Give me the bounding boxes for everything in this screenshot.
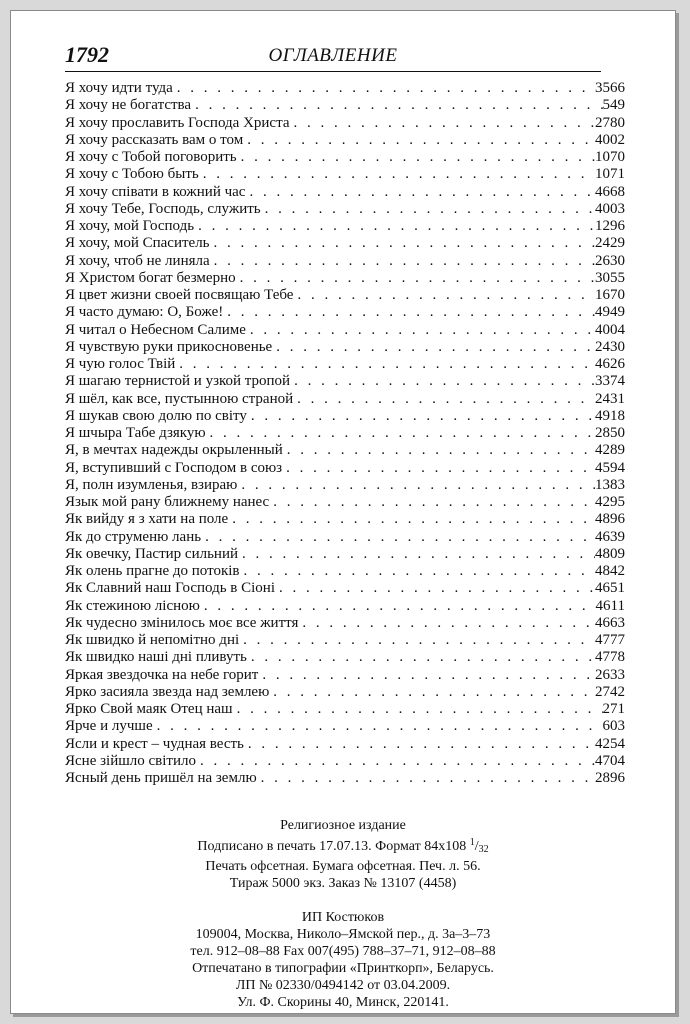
toc-entry-title: Як вийду я з хати на поле [65,511,229,528]
toc-entry [65,149,625,166]
signed-to-print-text: Подписано в печать 17.07.13. Формат 84x108 [197,839,470,854]
toc-entry [65,425,625,442]
toc-entry-title: Як стежиною лісною [65,597,200,614]
toc-entry-page: 4949 [595,304,625,321]
toc-entry-title: Як до струменю лань [65,528,202,545]
toc-entry [65,322,625,339]
toc-dot-leader [272,339,595,356]
imprint-spacer [11,892,675,909]
toc-entry-title: Я хочу не богатства [65,97,192,114]
toc-entry-title: Я хочу, чтоб не линяла [65,252,210,269]
toc-entry-page: 4611 [595,597,625,614]
toc-entry-title: Я цвет жизни своей посвящаю Тебе [65,287,294,303]
running-title: ОГЛАВЛЕНИЕ [268,45,398,66]
toc-entry-title: Я чувствую руки прикосновенье [65,338,273,355]
printer-address: Ул. Ф. Скорины 40, Минск, 220141. [237,995,449,1010]
toc-dot-leader [243,132,595,149]
toc-entry-title: Я, в мечтах надежды окрыленный [65,442,283,459]
toc-entry [65,546,625,563]
toc-entry [65,218,625,235]
toc-entry [65,287,625,304]
toc-entry-title: Як швидко й непомітно дні [65,632,240,648]
toc-entry-page: 603 [602,718,625,735]
publisher-address: 109004, Москва, Николо–Ямской пер., д. 3а–3–73 [195,927,491,942]
toc-entry-page: 549 [602,97,625,114]
toc-entry [65,649,625,666]
toc-entry-page: 4254 [595,735,625,752]
toc-entry-page: 4626 [595,356,625,372]
toc-entry-page: 4004 [595,321,625,338]
toc-entry [65,339,625,356]
toc-entry [65,97,625,114]
toc-entry [65,166,625,183]
toc-dot-leader [237,149,595,166]
toc-entry [65,115,625,132]
toc-entry-title: Я часто думаю: О, Боже! [65,304,224,321]
toc-entry-title: Як овечку, Пастир сильний [65,545,239,562]
toc-dot-leader [245,184,595,201]
toc-dot-leader [247,649,595,666]
toc-entry [65,356,625,373]
toc-entry-title: Ярко засияла звезда над землею [65,683,270,700]
toc-entry-title: Я хочу, мой Господь [65,218,195,234]
toc-entry-title: Я шукав свою долю по світу [65,407,247,424]
toc-entry [65,511,625,528]
toc-entry-page: 2896 [595,770,625,786]
toc-entry [65,80,625,97]
toc-entry-title: Я чую голос Твій [65,356,176,372]
toc-entry-page: 2633 [595,666,625,683]
toc-entry [65,753,625,770]
toc-entry-page: 2431 [595,390,625,407]
toc-entry [65,270,625,287]
toc-dot-leader [210,235,595,252]
toc-entry-page: 4651 [595,580,625,597]
format-numerator: 1 [469,837,475,848]
toc-entry [65,235,625,252]
toc-entry-page: 4594 [595,459,625,476]
toc-entry-title: Я читал о Небесном Салиме [65,321,246,338]
toc-entry-page: 1071 [595,166,625,183]
toc-entry-page: 4777 [595,632,625,648]
toc-entry [65,373,625,390]
toc-entry-page: 4809 [595,545,625,562]
toc-entry-page: 4295 [595,494,625,510]
toc-entry [65,770,625,787]
toc-dot-leader [153,718,603,735]
toc-entry-page: 4778 [595,649,625,666]
toc-entry-title: Ярко Свой маяк Отец наш [65,701,233,717]
toc-entry-page: 1296 [595,218,625,234]
toc-entry-title: Ясный день пришёл на землю [65,770,257,786]
print-specs: Печать офсетная. Бумага офсетная. Печ. л. 56. [205,859,481,874]
toc-entry-title: Як чудесно змінилось моє все життя [65,614,299,631]
toc-dot-leader [298,615,595,632]
toc-entry-title: Як олень прагне до потоків [65,563,240,579]
toc-entry-title: Я шагаю тернистой и узкой тропой [65,373,291,390]
toc-entry-title: Я хочу рассказать вам о том [65,131,244,148]
toc-dot-leader [206,425,595,442]
toc-entry [65,615,625,632]
toc-entry-title: Я хочу співати в кожний час [65,183,246,200]
toc-entry-title: Як швидко наші дні пливуть [65,649,247,666]
toc-dot-leader [282,460,595,477]
toc-entry-page: 271 [602,701,625,717]
toc-entry [65,736,625,753]
toc-entry-page: 2780 [595,114,625,131]
toc-dot-leader [247,408,595,425]
toc-entry-title: Я шёл, как все, пустынною страной [65,390,294,407]
toc-entry [65,460,625,477]
toc-dot-leader [210,253,595,270]
toc-entry-title: Я, полн изумленья, взираю [65,476,238,493]
toc-entry-title: Ясли и крест – чудная весть [65,735,244,752]
toc-entry [65,632,625,649]
publisher-name: ИП Костюков [301,910,385,925]
toc-dot-leader [223,304,595,321]
toc-entry-page: 4842 [595,563,625,579]
toc-dot-leader [200,598,596,615]
toc-dot-leader [257,770,595,787]
toc-entry-title: Я шчыра Табе дзякую [65,425,206,441]
toc-dot-leader [228,511,595,528]
toc-entry-title: Я хочу с Тобой поговорить [65,149,237,165]
toc-entry-title: Яркая звездочка на небе горит [65,666,259,683]
toc-entry-title: Я хочу прославить Господа Христа [65,114,290,131]
format-slash: / [474,839,479,854]
toc-dot-leader [269,494,595,511]
toc-entry-page: 1670 [595,287,625,303]
toc-entry [65,477,625,494]
toc-dot-leader [173,80,595,97]
table-of-contents [65,80,625,787]
toc-dot-leader [246,322,595,339]
imprint-block [11,817,675,1011]
toc-entry-page: 4002 [595,131,625,148]
toc-entry [65,684,625,701]
toc-entry-page: 4918 [595,407,625,424]
toc-entry [65,304,625,321]
toc-entry-page: 2630 [595,252,625,269]
toc-dot-leader [293,391,595,408]
toc-entry-page: 2430 [595,338,625,355]
toc-dot-leader [196,753,595,770]
toc-dot-leader [244,736,595,753]
toc-entry-page: 3566 [595,80,625,96]
toc-dot-leader [199,166,595,183]
toc-entry [65,563,625,580]
toc-entry-page: 4896 [595,511,625,528]
toc-dot-leader [239,632,595,649]
toc-entry-page: 3055 [595,269,625,286]
toc-entry-page: 1070 [595,149,625,165]
toc-entry-page: 4668 [595,183,625,200]
toc-dot-leader [236,270,595,287]
book-page [10,10,676,1014]
page-header [65,41,601,72]
toc-dot-leader [175,356,595,373]
toc-entry-title: Я хочу идти туда [65,80,173,96]
toc-entry-page: 4663 [595,614,625,631]
toc-entry-page: 1383 [595,476,625,493]
toc-entry [65,667,625,684]
toc-dot-leader [275,580,595,597]
toc-entry-title: Ясне зійшло світило [65,752,196,769]
toc-entry [65,391,625,408]
toc-dot-leader [290,373,595,390]
toc-entry-page: 4639 [595,528,625,545]
toc-entry-page: 2429 [595,235,625,252]
toc-entry [65,701,625,718]
toc-entry-title: Я хочу с Тобою быть [65,166,199,183]
toc-entry-page: 3374 [595,373,625,390]
toc-entry [65,529,625,546]
toc-dot-leader [194,218,595,235]
toc-entry [65,201,625,218]
toc-dot-leader [191,97,602,114]
toc-dot-leader [233,701,603,718]
format-denominator: 32 [478,844,489,855]
toc-entry-title: Я хочу, мой Спаситель [65,235,210,252]
toc-entry-title: Ярче и лучше [65,718,153,735]
page-number: 1792 [65,42,109,67]
license-number: ЛП № 02330/0494142 от 03.04.2009. [235,978,451,993]
toc-entry-title: Я хочу Тебе, Господь, служить [65,200,261,217]
toc-entry-page: 2850 [595,425,625,441]
toc-entry [65,253,625,270]
toc-entry-page: 2742 [595,683,625,700]
printing-house: Отпечатано в типографии «Принткорп», Беларусь. [192,961,494,976]
toc-entry [65,494,625,511]
toc-entry-title: Язык мой рану ближнему нанес [65,494,270,510]
toc-entry-page: 4289 [595,442,625,459]
signed-to-print [11,834,675,858]
toc-entry [65,718,625,735]
toc-entry-page: 4704 [595,752,625,769]
toc-dot-leader [201,529,595,546]
toc-entry [65,184,625,201]
toc-dot-leader [240,563,596,580]
toc-entry [65,580,625,597]
toc-entry-title: Я Христом богат безмерно [65,269,236,286]
toc-entry [65,442,625,459]
toc-entry-title: Я, вступивший с Господом в союз [65,459,283,476]
toc-entry [65,132,625,149]
toc-dot-leader [283,442,595,459]
edition-type: Религиозное издание [280,818,406,833]
toc-dot-leader [269,684,595,701]
print-run: Тираж 5000 экз. Заказ № 13107 (4458) [229,876,457,891]
toc-entry [65,408,625,425]
toc-dot-leader [261,201,595,218]
toc-dot-leader [238,546,595,563]
toc-dot-leader [258,667,595,684]
toc-dot-leader [289,115,595,132]
toc-dot-leader [293,287,595,304]
toc-entry [65,598,625,615]
publisher-phones: тел. 912–08–88 Fax 007(495) 788–37–71, 912–08–88 [190,944,496,959]
toc-dot-leader [237,477,595,494]
toc-entry-title: Як Славний наш Господь в Сіоні [65,580,275,597]
toc-entry-page: 4003 [595,200,625,217]
